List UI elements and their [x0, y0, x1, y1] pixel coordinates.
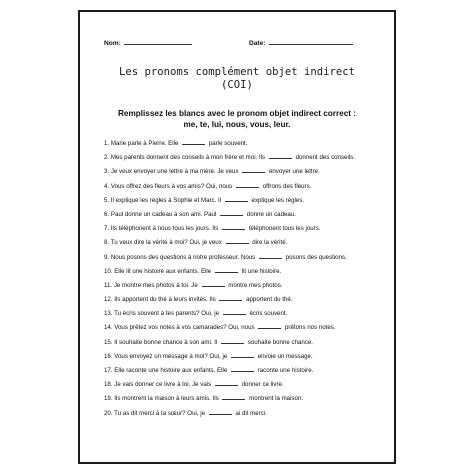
exercise-number: 3. [104, 168, 110, 176]
exercise-item [104, 238, 386, 247]
exercise-text-before: Marie parle à Pierre. Elle [110, 140, 179, 147]
answer-blank[interactable] [258, 323, 281, 329]
exercise-number: 20. [104, 409, 113, 417]
title-line-2: (COI) [221, 79, 253, 91]
exercise-text-after: souhaite bonne chance. [247, 338, 314, 346]
answer-blank[interactable] [259, 253, 282, 259]
exercise-text-before: Je veux envoyer une lettre à ma mère. Je veux [110, 168, 239, 176]
answer-blank[interactable] [242, 167, 265, 173]
exercise-text-before: Nous posons des questions à notre professeur. Nous [110, 253, 256, 261]
exercise-text-after: raconte une histoire. [257, 367, 314, 374]
exercise-number: 13. [104, 310, 113, 318]
exercise-text-after: montre mes photos. [228, 281, 283, 289]
answer-blank[interactable] [202, 281, 225, 287]
exercise-text-before: Tu veux dire la vérité à moi? Oui, je veux [110, 239, 222, 247]
exercise-item [104, 366, 386, 375]
answer-blank[interactable] [222, 394, 245, 400]
exercise-item [104, 338, 386, 347]
exercise-item [104, 167, 386, 176]
date-blank-line [269, 38, 353, 45]
exercise-text-before: Je vais donner ce livre à toi. Je vais [114, 381, 212, 389]
exercise-number: 18. [104, 381, 113, 389]
exercise-text-after: ai dit merci. [235, 409, 267, 417]
answer-blank[interactable] [215, 380, 238, 386]
exercise-item [104, 380, 386, 389]
exercise-text-before: Vous prêtez vos notes à vos camarades? Oui, nous [114, 324, 255, 332]
exercise-text-after: dire la vérité. [252, 239, 288, 247]
answer-blank[interactable] [269, 153, 292, 159]
answer-blank[interactable] [209, 409, 232, 415]
exercise-number: 14. [104, 324, 113, 332]
exercise-text-before: Paul donne un cadeau à son ami. Paul [110, 210, 217, 218]
exercise-item [104, 224, 386, 233]
worksheet-title [80, 66, 394, 92]
exercise-number: 19. [104, 395, 113, 403]
exercise-item [104, 210, 386, 219]
exercise-number: 4. [104, 182, 110, 190]
exercise-text-before: Ils apportent du thé à leurs invités. Ils [114, 296, 216, 304]
instructions [80, 108, 394, 130]
exercise-number: 5. [104, 196, 110, 204]
exercise-number: 12. [104, 296, 113, 304]
answer-blank[interactable] [226, 238, 249, 244]
exercise-text-before: Il explique les règles à Sophie et Marc. Il [110, 196, 222, 204]
exercise-number: 15. [104, 338, 113, 346]
answer-blank[interactable] [220, 210, 243, 216]
exercise-text-after: envoyer une lettre. [268, 168, 320, 176]
name-blank-line [124, 38, 192, 45]
exercise-text-before: Je montre mes photos à toi. Je [113, 281, 198, 289]
name-label: Nom: [104, 40, 121, 47]
answer-blank[interactable] [222, 224, 245, 230]
answer-blank[interactable] [182, 139, 205, 145]
answer-blank[interactable] [219, 295, 242, 301]
exercise-item [104, 295, 386, 304]
exercise-text-after: apportent du thé. [246, 296, 293, 304]
exercise-text-after: parle souvent. [208, 140, 248, 147]
exercise-item [104, 309, 386, 318]
exercise-text-before: Il souhaite bonne chance à son ami. Il [114, 338, 218, 346]
exercise-number: 16. [104, 352, 113, 360]
exercise-text-after: donner ce livre. [241, 381, 284, 389]
exercise-item [104, 323, 386, 332]
answer-blank[interactable] [215, 267, 238, 273]
exercise-text-after: lit une histoire. [241, 267, 282, 275]
exercise-text-after: explique les règles. [251, 196, 305, 204]
exercise-text-after: donnent des conseils. [295, 154, 355, 162]
answer-blank[interactable] [225, 196, 248, 202]
date-label: Date: [249, 40, 266, 47]
worksheet-page [78, 10, 396, 464]
exercise-number: 1. [104, 140, 110, 147]
exercise-number: 8. [104, 239, 110, 247]
exercise-item [104, 409, 386, 418]
exercise-text-after: offrons des fleurs. [262, 182, 312, 190]
answer-blank[interactable] [223, 309, 246, 315]
exercise-list [104, 139, 386, 423]
exercise-text-before: Elle raconte une histoire aux enfants. Elle [114, 367, 228, 374]
exercise-item [104, 253, 386, 262]
exercise-text-before: Tu écris souvent à tes parents? Oui, je [114, 310, 220, 318]
exercise-number: 10. [104, 267, 113, 275]
answer-blank[interactable] [236, 182, 259, 188]
exercise-text-after: posons des questions. [285, 253, 347, 261]
instructions-line-1: Remplissez les blancs avec le pronom objet indirect correct : [118, 109, 356, 118]
exercise-number: 2. [104, 154, 110, 162]
exercise-number: 7. [104, 225, 110, 233]
title-line-1: Les pronoms complément objet indirect [119, 66, 355, 78]
answer-blank[interactable] [221, 338, 244, 344]
exercise-number: 17. [104, 367, 113, 374]
exercise-item [104, 267, 386, 276]
exercise-item [104, 281, 386, 290]
exercise-text-after: prêtons nos notes. [285, 324, 336, 332]
exercise-text-after: envoie un message. [257, 352, 313, 360]
exercise-text-after: donne un cadeau. [246, 210, 296, 218]
exercise-text-before: Vous offrez des fleurs à vos amis? Oui, nous [110, 182, 233, 190]
exercise-text-before: Mes parents donnent des conseils à mon frère et moi. Ils [110, 154, 266, 162]
exercise-text-after: téléphonent tous les jours. [248, 225, 321, 233]
exercise-item [104, 394, 386, 403]
instructions-line-2: me, te, lui, nous, vous, leur. [183, 120, 291, 129]
exercise-item [104, 139, 386, 148]
exercise-number: 9. [104, 253, 110, 261]
exercise-number: 6. [104, 210, 110, 218]
exercise-text-before: Tu as dit merci à ta sœur? Oui, je [114, 409, 206, 417]
exercise-text-before: Vous envoyez un message à moi? Oui, je [114, 352, 228, 360]
answer-blank[interactable] [231, 352, 254, 358]
name-field [104, 38, 192, 47]
exercise-item [104, 182, 386, 191]
exercise-item [104, 352, 386, 361]
exercise-item [104, 196, 386, 205]
exercise-text-after: écris souvent. [249, 310, 288, 318]
date-field [249, 38, 353, 47]
exercise-text-after: montrent la maison. [249, 395, 304, 403]
exercise-item [104, 153, 358, 162]
answer-blank[interactable] [231, 366, 254, 372]
exercise-text-before: Ils téléphonent à nous tous les jours. Ils [110, 225, 219, 233]
exercise-number: 11. [104, 281, 113, 289]
exercise-text-before: Elle lit une histoire aux enfants. Elle [114, 267, 212, 275]
exercise-text-before: Ils montrent la maison à leurs amis. Ils [114, 395, 219, 403]
